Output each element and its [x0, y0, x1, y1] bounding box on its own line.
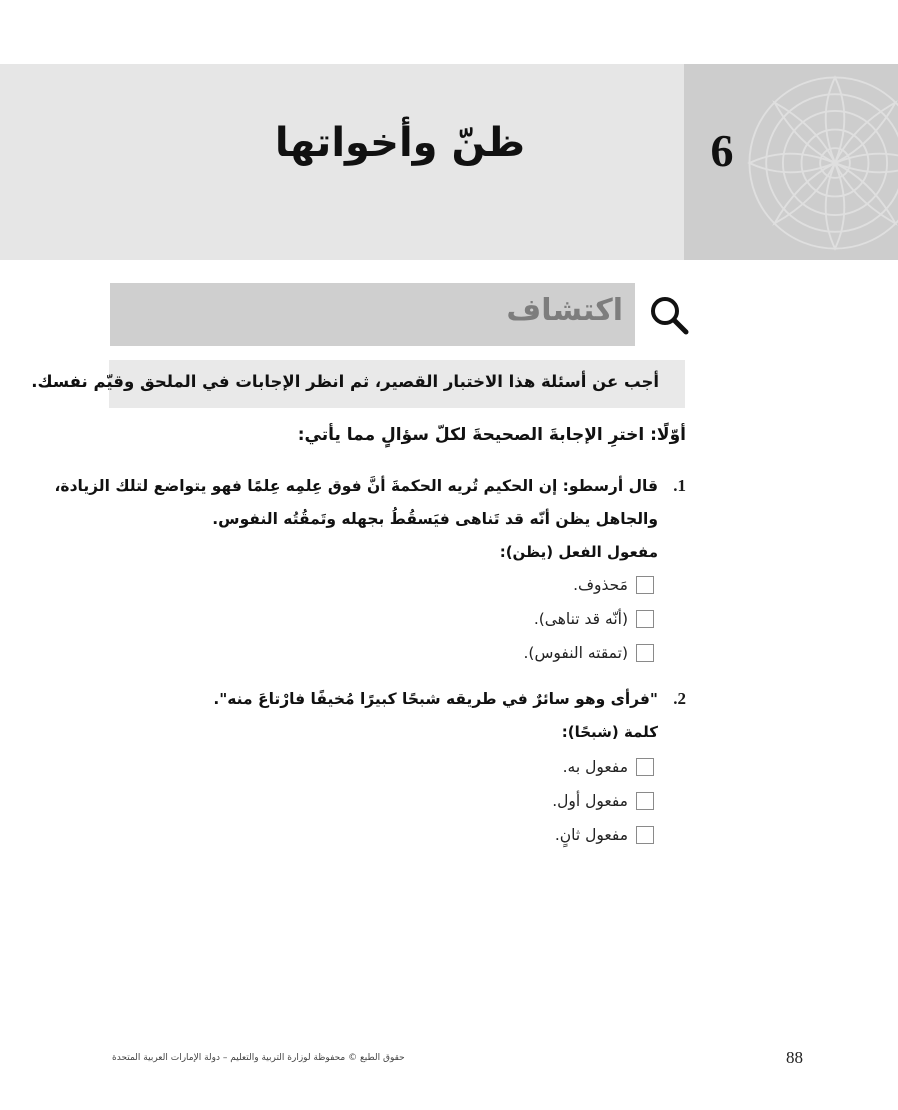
question-number: 2. [673, 689, 686, 708]
option-label: (أنّه قد تناهى). [533, 610, 628, 628]
question-text-line: والجاهل يظن أنّه قد تَناهى فيَسقُطُ بجهله وتَمقُتُه النفوس. [212, 510, 658, 528]
answer-checkbox[interactable] [636, 576, 654, 594]
question-prompt: كلمة (شبحًا): [561, 723, 658, 741]
answer-checkbox[interactable] [636, 610, 654, 628]
answer-option[interactable] [534, 608, 654, 630]
answer-option[interactable] [573, 574, 654, 596]
instruction-text: أجب عن أسئلة هذا الاختبار القصير، ثم انظر الإجابات في الملحق وقيّم نفسك. [31, 372, 659, 391]
arabesque-ornament-icon [742, 70, 898, 256]
answer-option[interactable] [523, 642, 654, 664]
option-label: مفعول أول. [552, 792, 628, 810]
option-label: (تمقته النفوس). [523, 644, 628, 662]
question-text-line: قال أرسطو: إن الحكيم تُريه الحكمةَ أنَّ فوق عِلمِه عِلمًا فهو يتواضع لتلك الزيادة، [54, 477, 658, 495]
chapter-number: 6 [710, 125, 734, 176]
page-number: 88 [786, 1048, 803, 1067]
answer-checkbox[interactable] [636, 792, 654, 810]
answer-option[interactable] [555, 824, 654, 846]
option-label: مفعول به. [562, 758, 628, 776]
discovery-section-bar [110, 283, 635, 346]
answer-option[interactable] [563, 756, 654, 778]
chapter-title: ظنّ وأخواتها [274, 120, 526, 166]
answer-checkbox[interactable] [636, 644, 654, 662]
question-text-line: "فرأى وهو سائرٌ في طريقه شبحًا كبيرًا مُخيفًا فارْتاعَ منه". [213, 690, 658, 708]
question-number: 1. [673, 476, 686, 495]
discovery-title: اكتشاف [506, 293, 623, 328]
answer-checkbox[interactable] [636, 826, 654, 844]
option-label: مفعول ثانٍ. [554, 826, 628, 844]
option-label: مَحذوف. [573, 576, 628, 594]
search-icon [648, 294, 690, 336]
answer-checkbox[interactable] [636, 758, 654, 776]
part-one-heading: أوّلًا: اخترِ الإجابةَ الصحيحةَ لكلّ سؤالٍ مما يأتي: [297, 425, 686, 445]
answer-option[interactable] [552, 790, 654, 812]
question-prompt: مفعول الفعل (يظن): [499, 543, 658, 561]
copyright-notice: حقوق الطبع © محفوظة لوزارة التربية والتعليم – دولة الإمارات العربية المتحدة [112, 1053, 405, 1063]
instruction-box [31, 360, 685, 408]
